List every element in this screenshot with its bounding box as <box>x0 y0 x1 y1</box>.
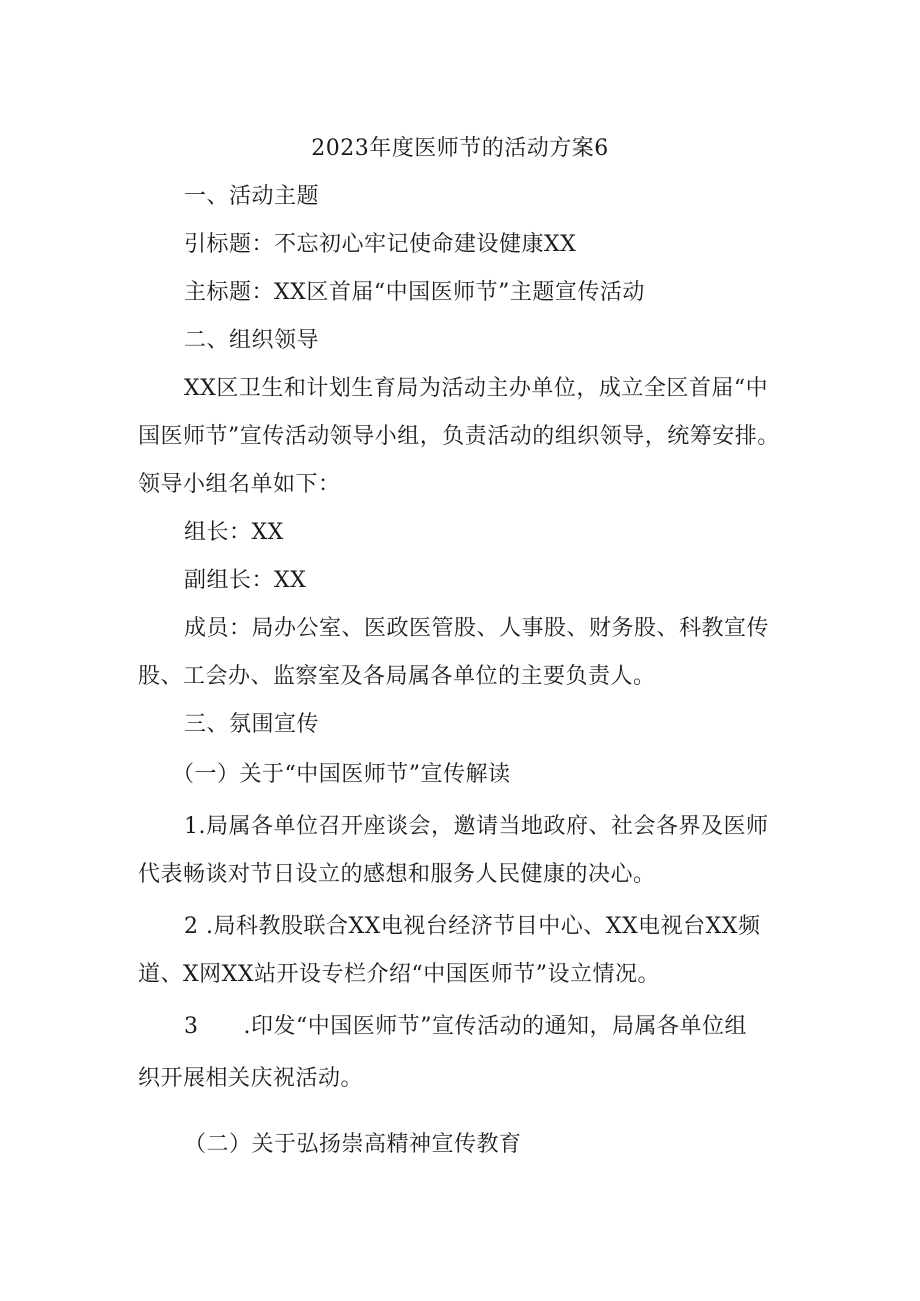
paragraph-line: 领导小组名单如下： <box>138 472 341 497</box>
paragraph-line: 国医师节”宣传活动领导小组，负责活动的组织领导，统筹安排。 <box>138 424 780 449</box>
paragraph-line: 3 .印发“中国医师节”宣传活动的通知，局属各单位组 <box>184 1014 747 1039</box>
paragraph-line: 主标题：XX区首届“中国医师节”主题宣传活动 <box>184 280 645 305</box>
paragraph-line: 副组长：XX <box>184 568 307 593</box>
subheading-education: （二）关于弘扬崇高精神宣传教育 <box>184 1132 522 1157</box>
paragraph-line: 道、X网XX站开设专栏介绍“中国医师节”设立情况。 <box>138 962 660 987</box>
paragraph-line: XX区卫生和计划生育局为活动主办单位，成立全区首届“中 <box>184 376 769 401</box>
paragraph-line: 代表畅谈对节日设立的感想和服务人民健康的决心。 <box>138 862 656 887</box>
paragraph-line: 组长：XX <box>184 520 284 545</box>
paragraph-line: 2 .局科教股联合XX电视台经济节目中心、XX电视台XX频 <box>184 914 761 939</box>
paragraph-line: 成员：局办公室、医政医管股、人事股、财务股、科教宣传 <box>184 616 770 641</box>
heading-atmosphere: 三、氛围宣传 <box>184 712 320 737</box>
paragraph-line: 1.局属各单位召开座谈会，邀请当地政府、社会各界及医师 <box>184 814 769 839</box>
heading-activity-theme: 一、活动主题 <box>184 184 320 209</box>
document-title: 2023年度医师节的活动方案6 <box>311 136 609 161</box>
paragraph-line: 股、工会办、监察室及各局属各单位的主要负责人。 <box>138 664 656 689</box>
subheading-interpretation: （一）关于“中国医师节”宣传解读 <box>172 762 511 787</box>
heading-organization: 二、组织领导 <box>184 328 320 353</box>
paragraph-line: 引标题：不忘初心牢记使命建设健康XX <box>184 232 577 257</box>
paragraph-line: 织开展相关庆祝活动。 <box>138 1066 364 1091</box>
